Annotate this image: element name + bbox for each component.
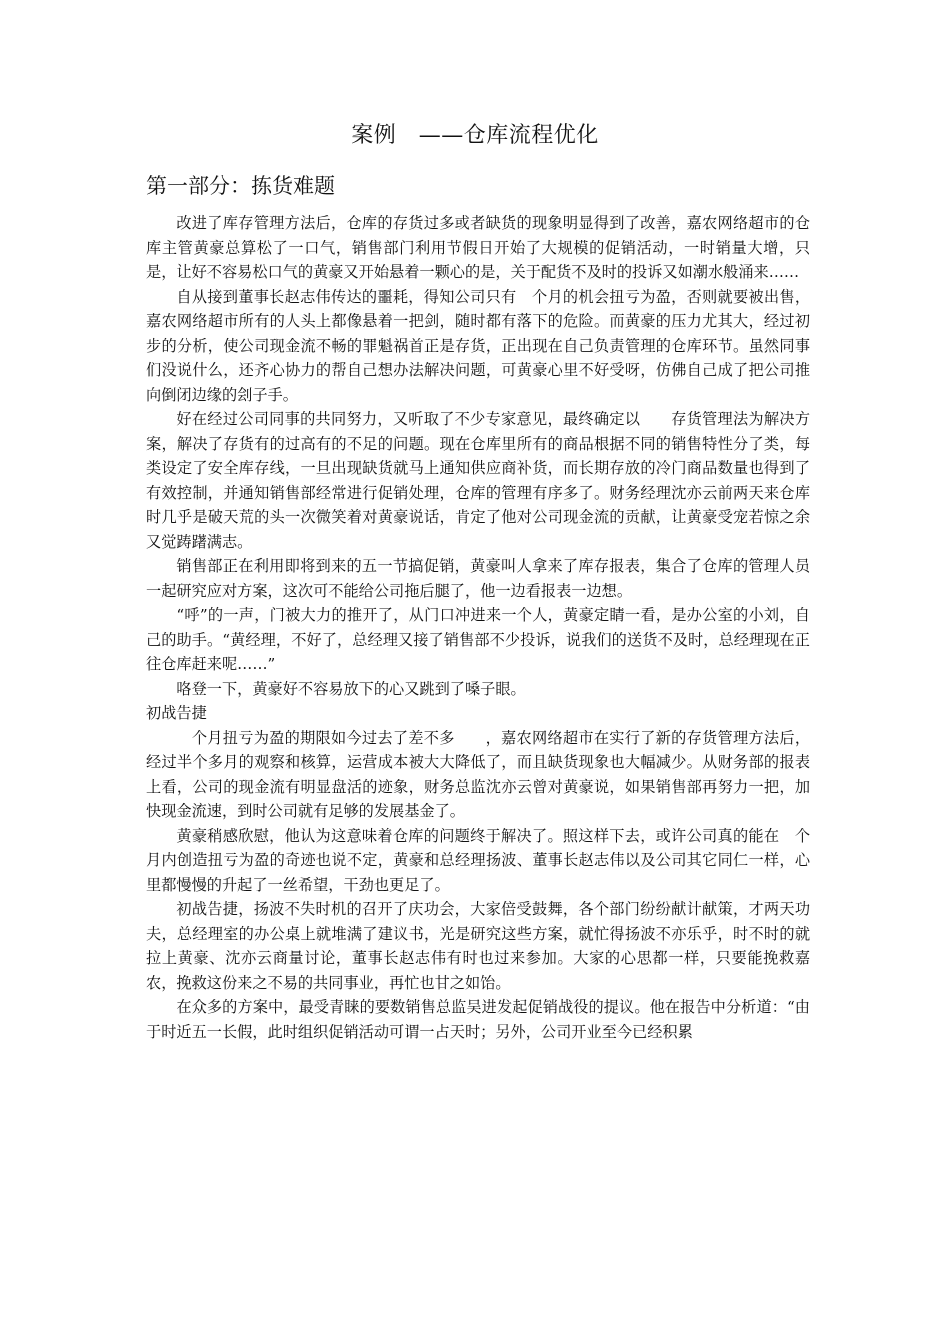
paragraph: 个月扭亏为盈的期限如今过去了差不多 ，嘉农网络超市在实行了新的存货管理方法后，经过半个多月的观察和核算，运营成本被大大降低了，而且缺货现象也大幅减少。从财务部的报表上看，公司的现金流有明显盘活的迹象，财务总监沈亦云曾对黄豪说，如果销售部再努力一把，加快现金流速，到时公司就有足够的发展基金了。 [146,728,810,820]
subheading: 初战告捷 [146,704,207,722]
paragraph: 销售部正在利用即将到来的五一节搞促销，黄豪叫人拿来了库存报表，集合了仓库的管理人员一起研究应对方案，这次可不能给公司拖后腿了，他一边看报表一边想。 [146,557,810,600]
document-title: 案例 ——仓库流程优化 [351,123,599,148]
paragraph: 在众多的方案中，最受青睐的要数销售总监吴进发起促销战役的提议。他在报告中分析道：“由于时近五一长假，此时组织促销活动可谓一占天时；另外，公司开业至今已经积累 [146,998,810,1041]
paragraph: 自从接到董事长赵志伟传达的噩耗，得知公司只有 个月的机会扭亏为盈，否则就要被出售，嘉农网络超市所有的人头上都像悬着一把剑，随时都有落下的危险。而黄豪的压力尤其大，经过初步的分析，使公司现金流不畅的罪魁祸首正是存货，正出现在自己负责管理的仓库环节。虽然同事们没说什么，还齐心协力的帮自己想办法解决问题，可黄豪心里不好受呀，仿佛自己成了把公司推向倒闭边缘的刽子手。 [146,287,810,404]
paragraph: 咯登一下，黄豪好不容易放下的心又跳到了嗓子眼。 [176,679,526,698]
paragraph: 好在经过公司同事的共同努力，又听取了不少专家意见，最终确定以 存货管理法为解决方案，解决了存货有的过高有的不足的问题。现在仓库里所有的商品根据不同的销售特性分了类，每类设定了安全库存线，一旦出现缺货就马上通知供应商补货，而长期存放的冷门商品数量也得到了有效控制，并通知销售部经常进行促销处理，仓库的管理有序多了。财务经理沈亦云前两天来仓库时几乎是破天荒的头一次微笑着对黄豪说话，肯定了他对公司现金流的贡献，让黄豪受宠若惊之余又觉踌躇满志。 [146,410,810,551]
section-heading: 第一部分：拣货难题 [146,174,335,198]
paragraph: “呼”的一声，门被大力的推开了，从门口冲进来一个人，黄豪定睛一看，是办公室的小刘，自己的助手。“黄经理，不好了，总经理又接了销售部不少投诉，说我们的送货不及时，总经理现在正往仓库赶来呢……” [146,606,810,673]
paragraph: 黄豪稍感欣慰，他认为这意味着仓库的问题终于解决了。照这样下去，或许公司真的能在 个月内创造扭亏为盈的奇迹也说不定，黄豪和总经理扬波、董事长赵志伟以及公司其它同仁一样，心里都慢慢的升起了一丝希望，干劲也更足了。 [146,826,810,894]
paragraph: 改进了库存管理方法后，仓库的存货过多或者缺货的现象明显得到了改善，嘉农网络超市的仓库主管黄豪总算松了一口气，销售部门利用节假日开始了大规模的促销活动，一时销量大增，只是，让好不容易松口气的黄豪又开始悬着一颗心的是，关于配货不及时的投诉又如潮水般涌来…… [146,214,810,281]
body-text [146,211,810,1044]
paragraph: 初战告捷，扬波不失时机的召开了庆功会，大家倍受鼓舞，各个部门纷纷献计献策，才两天功夫，总经理室的办公桌上就堆满了建议书，光是研究这些方案，就忙得扬波不亦乐乎，时不时的就拉上黄豪、沈亦云商量讨论，董事长赵志伟有时也过来参加。大家的心思都一样，只要能挽救嘉农，挽救这份来之不易的共同事业，再忙也甘之如饴。 [146,900,810,992]
